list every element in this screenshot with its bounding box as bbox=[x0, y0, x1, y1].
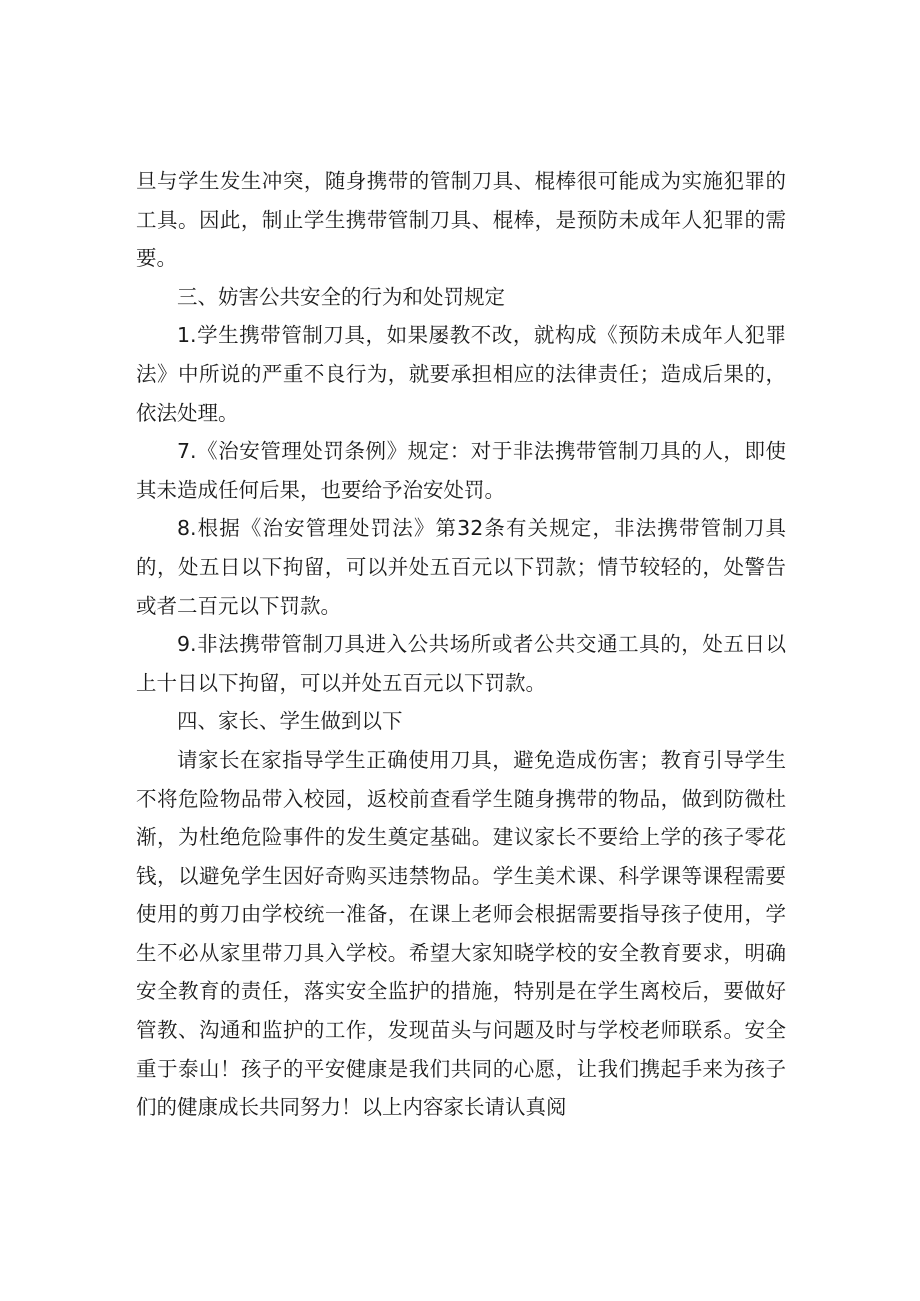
rule-item-7: 7.《治安管理处罚条例》规定：对于非法携带管制刀具的人，即使其未造成任何后果，也要给予治安处罚。 bbox=[136, 439, 786, 502]
section-heading-3: 三、妨害公共安全的行为和处罚规定 bbox=[177, 284, 505, 309]
rule-item-8: 8.根据《治安管理处罚法》第32条有关规定，非法携带管制刀具的，处五日以下拘留，可以并处五百元以下罚款；情节较轻的，处警告或者二百元以下罚款。 bbox=[136, 516, 786, 618]
document-body bbox=[136, 162, 786, 1127]
section-heading-4: 四、家长、学生做到以下 bbox=[177, 709, 403, 734]
rule-item-1: 1.学生携带管制刀具，如果屡教不改，就构成《预防未成年人犯罪法》中所说的严重不良行为，就要承担相应的法律责任；造成后果的，依法处理。 bbox=[136, 323, 786, 425]
rule-item-9: 9.非法携带管制刀具进入公共场所或者公共交通工具的，处五日以上十日以下拘留，可以并处五百元以下罚款。 bbox=[136, 632, 786, 695]
parent-guidance-paragraph: 请家长在家指导学生正确使用刀具，避免造成伤害；教育引导学生不将危险物品带入校园，返校前查看学生随身携带的物品，做到防微杜渐，为杜绝危险事件的发生奠定基础。建议家长不要给上学的孩子零花钱，以避免学生因好奇购买违禁物品。学生美术课、科学课等课程需要使用的剪刀由学校统一准备，在课上老师会根据需要指导孩子使用，学生不必从家里带刀具入学校。希望大家知晓学校的安全教育要求，明确安全教育的责任，落实安全监护的措施，特别是在学生离校后，要做好管教、沟通和监护的工作，发现苗头与问题及时与学校老师联系。安全重于泰山！孩子的平安健康是我们共同的心愿，让我们携起手来为孩子们的健康成长共同努力！以上内容家长请认真阅 bbox=[136, 747, 786, 1120]
paragraph-continuation: 旦与学生发生冲突，随身携带的管制刀具、棍棒很可能成为实施犯罪的工具。因此，制止学生携带管制刀具、棍棒，是预防未成年人犯罪的需要。 bbox=[136, 169, 786, 271]
